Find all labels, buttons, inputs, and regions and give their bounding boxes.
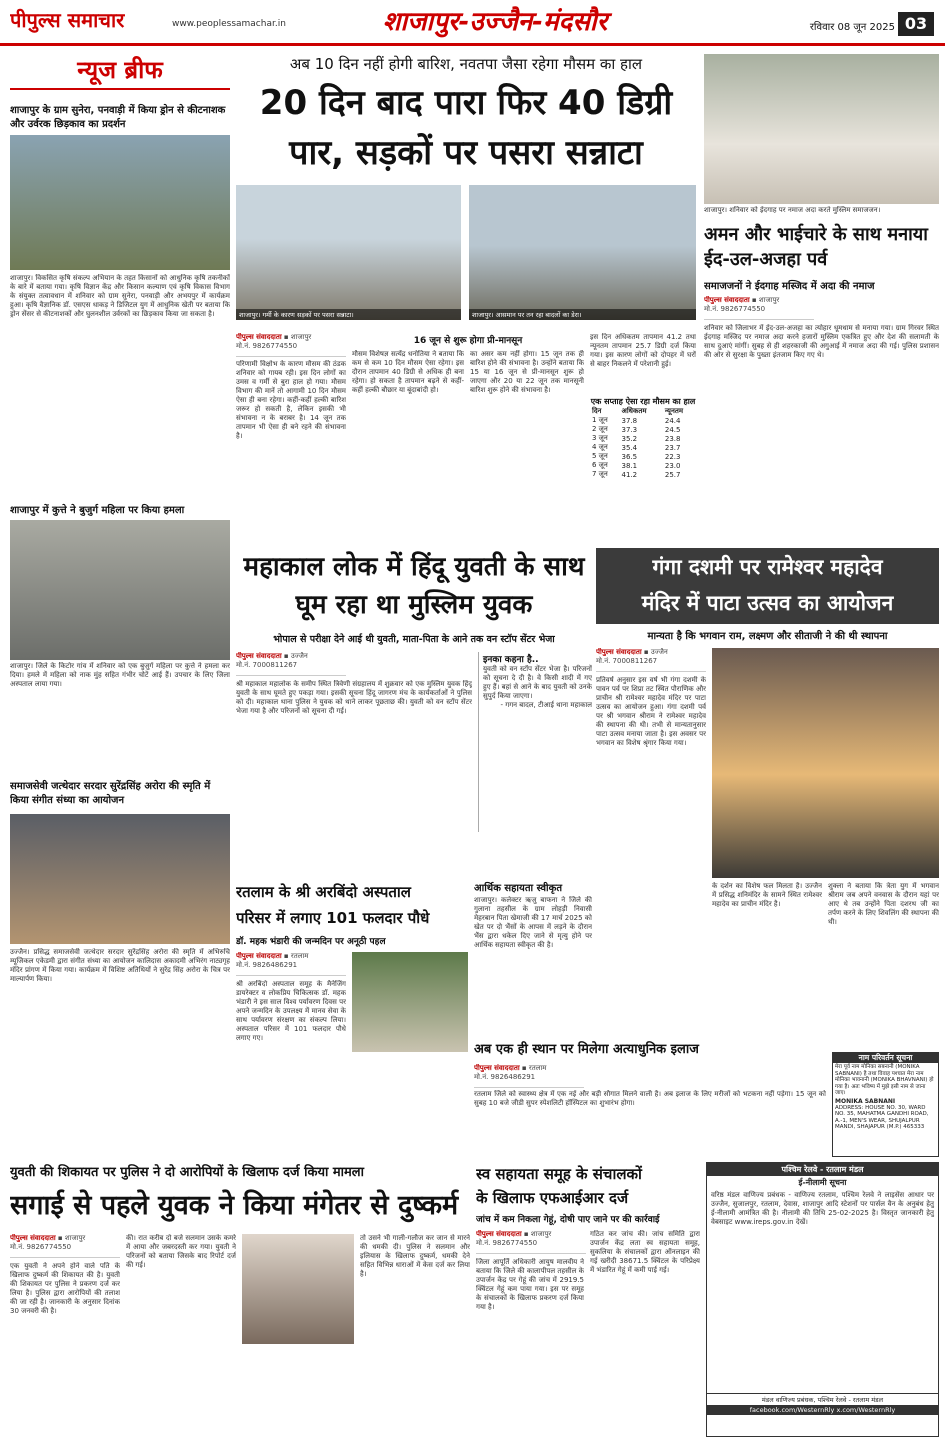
mahakal-byline: पीपुल्स संवाददाता ▪ उज्जैन मो.नं. 7000811267	[236, 652, 346, 676]
ganga-story	[596, 548, 939, 1048]
lead-headline-line1: 20 दिन बाद पारा फिर 40 डिग्री	[259, 83, 673, 123]
row-min: 23.8	[664, 434, 681, 443]
row-min: 25.7	[664, 470, 681, 479]
news-brief-section	[10, 50, 230, 1160]
lead-col3: का असर कम नहीं होगा। 15 जून तक ही बारिश होने की संभावना है। उन्होंने बताया कि 15 या 16 जून से प्री-मानसून शुरू हो जाएगा और 20 या 22 जून तक मानसूनी बारिश शुरू होने की संभावना है।	[470, 350, 584, 394]
eid-byline: पीपुल्स संवाददाता ▪ शाजापुर मो.नं. 9826774550	[704, 296, 814, 320]
row-max: 35.2	[621, 434, 638, 443]
railway-notice-body: वरिष्ठ मंडल वाणिज्य प्रबंधक - वाणिज्य रतलाम, पश्चिम रेलवे ने लाइसेंस आधार पर उज्जैन, सुजालपुर, रतलाम, देवास, शाजापुर आदि स्टेशनों पर पार्सल वैन के अनुबंध हेतु ई-नीलामी आमंत्रित की है। नीलामी की तिथि 25-02-2025 है। विस्तृत जानकारी हेतु वेबसाइट www.ireps.gov.in देखें।	[711, 1191, 934, 1226]
aurobindo-byline-text: पीपुल्स संवाददाता	[236, 952, 282, 960]
lead-kicker: अब 10 दिन नहीं होगी बारिश, नवतपा जैसा रहेगा मौसम का हाल	[289, 55, 643, 73]
empty-road-photo	[236, 185, 461, 320]
ganga-subhead: मान्यता है कि भगवान राम, लक्ष्मण और सीताजी ने की थी स्थापना	[647, 631, 888, 642]
assault-body3: तो उसने भी गाली-गलौज कर जान से मारने की धमकी दी। पुलिस ने सलमान और इलियास के खिलाफ दुष्कर्म, धमकी देने सहित विभिन्न धाराओं में केस दर्ज कर लिया है।	[360, 1234, 470, 1278]
treatment-byline-text: पीपुल्स संवाददाता	[474, 1064, 520, 1072]
railway-notice-title: ई-नीलामी सूचना	[798, 1178, 847, 1187]
weather-table-header	[590, 407, 696, 416]
railway-notice-footer: मंडल वाणिज्य प्रबंधक, पश्चिम रेलवे - रतलाम मंडल	[707, 1393, 938, 1405]
paper-name: पीपुल्स समाचार	[10, 8, 125, 32]
ganga-byline-mobile: मो.नं. 7000811267	[596, 657, 658, 665]
brief2-headline: शाजापुर में कुत्ते ने बुजुर्ग महिला पर किया हमला	[10, 505, 185, 516]
ganga-byline-text: पीपुल्स संवाददाता	[596, 648, 642, 656]
lead-col4: इस दिन अधिकतम तापमान 41.2 तथा न्यूनतम तापमान 25.7 डिग्री दर्ज किया गया। इस कारण लोगों को दोपहर में घरों से बाहर निकलने में परेशानी हुई।	[590, 333, 696, 368]
shg-story	[476, 1162, 700, 1437]
lead-col1: परिणामी विक्षोभ के कारण मौसम की ठंडक शनिवार को गायब रही। इस दिन लोगों का उमस व गर्मी से बुरा हाल हो गया। मौसम विभाग की मानें तो आगामी 10 दिन मौसम ऐसा ही बना रहेगा। कहीं-कहीं हल्की बारिश जरूर हो सकती है, लेकिन इसकी भी संभावना न के बराबर है। 14 जून तक तापमान भी ऐसा ही बने रहने की संभावना है।	[236, 360, 346, 440]
quote-box-title: इनका कहना है..	[483, 655, 539, 665]
eid-byline-mobile: मो.नं. 9826774550	[704, 305, 766, 313]
lead-col2: मौसम विशेषज्ञ सत्येंद्र धनोतिया ने बताया कि कम से कम 10 दिन मौसम ऐसा रहेगा। इस दौरान तापमान 40 डिग्री से अधिक ही बना रहेगा। हो सकता है तापमान बढ़ने से कहीं-कहीं हल्की बौछार या बूंदाबांदी हो।	[352, 350, 464, 394]
brief1-body: शाजापुर। विकसित कृषि संकल्प अभियान के तहत किसानों को आधुनिक कृषि तकनीकों के बारे में बताया गया। कृषि विज्ञान केंद्र और किसान कल्याण एवं कृषि विकास विभाग के संयुक्त तत्वावधान में शनिवार को ग्राम सुनेरा, पनवाड़ी और अभयपुर में कार्यक्रम हुआ। कृषि वैज्ञानिक डॉ. एसएस धाकड़ ने डिजिटल युग में आधुनिक खेती पर बताया कि ड्रोन सेंसर से कीटनाशकों और घुलनशील उर्वरकों का छिड़काव किया जा सकता है।	[10, 274, 230, 318]
eid-body: शनिवार को जिलाभर में ईद-उल-अजहा का त्योहार धूमधाम से मनाया गया। ग्राम गिरवर स्थित ईदगाह मस्जिद पर नमाज अदा करने हजारों मुस्लिम एकत्रित हुए और देश की सलामती के साथ दुआएं मांगीं। सुबह से ही शहरकाजी की अगुआई में नमाज अदा की गई। पुलिस प्रशासन की ओर से सुरक्षा के पुख्ता इंतजाम किए गए थे।	[704, 324, 939, 359]
weather-table-row	[590, 452, 696, 461]
lead-byline: पीपुल्स संवाददाता ▪ शाजापुर मो.नं. 9826774550	[236, 333, 346, 357]
eid-headline: अमन और भाईचारे के साथ मनाया ईद-उल-अजहा पर्व	[704, 224, 928, 270]
row-day: 7 जून	[592, 470, 608, 478]
eid-prayer-photo	[704, 54, 939, 204]
shg-byline: पीपुल्स संवाददाता ▪ शाजापुर मो.नं. 9826774550	[476, 1230, 586, 1254]
weather-table-row	[590, 470, 696, 479]
eid-byline-city: शाजापुर	[758, 296, 780, 304]
shg-byline-mobile: मो.नं. 9826774550	[476, 1239, 538, 1247]
railway-name: पश्चिम रेलवे - रतलाम मंडल	[707, 1163, 938, 1176]
mahakal-byline-city: उज्जैन	[290, 652, 308, 660]
assault-byline-mobile: मो.नं. 9826774550	[10, 1243, 72, 1251]
website: www.peoplessamachar.in	[172, 19, 286, 29]
row-min: 23.7	[664, 443, 681, 452]
row-max: 35.4	[621, 443, 638, 452]
dog-attack-photo	[10, 520, 230, 660]
ganga-headline-band	[596, 548, 939, 624]
mahakal-subhead: भोपाल से परीक्षा देने आई थी युवती, माता-पिता के आने तक वन स्टॉप सेंटर भेजा	[273, 634, 555, 645]
ganga-byline-city: उज्जैन	[650, 648, 668, 656]
name-notice-body: मेरा पूर्व नाम मोनिका सबनानी (MONIKA SABNANI) है तथा विवाह पश्चात मेरा नाम मोनिका भावनानी (MONIKA BHAVNANI) हो गया है। अतः भविष्य में मुझे इसी नाम से जाना जाए।	[835, 1064, 934, 1096]
aurobindo-byline-city: रतलाम	[290, 952, 309, 960]
news-brief-title: न्यूज ब्रीफ	[10, 50, 230, 90]
shivling-photo	[712, 648, 939, 878]
ganga-byline: पीपुल्स संवाददाता ▪ उज्जैन मो.नं. 7000811267	[596, 648, 706, 672]
row-min: 22.3	[664, 452, 681, 461]
railway-social-links: facebook.com/WesternRly x.com/WesternRly	[707, 1405, 938, 1415]
plantation-photo	[352, 952, 468, 1052]
treatment-story	[474, 1040, 826, 1165]
assault-headline: सगाई से पहले युवक ने किया मंगेतर से दुष्कर्म	[10, 1190, 459, 1221]
shg-headline-line2: के खिलाफ एफआईआर दर्ज	[476, 1189, 629, 1207]
byline-city: शाजापुर	[290, 333, 312, 341]
shg-body: जिला आपूर्ति अधिकारी आयुष मालवीय ने बताया कि जिले की कालापीपल तहसील के उपार्जन केंद्र पर गेहूं की जांच में 2919.5 क्विंटल गेहूं कम पाया गया। इस पर समूह के संचालकों के खिलाफ प्रकरण दर्ज किया गया है।	[476, 1258, 584, 1311]
weather-table-title: एक सप्ताह ऐसा रहा मौसम का हाल	[590, 397, 696, 406]
weather-table-row	[590, 416, 696, 425]
row-day: 3 जून	[592, 434, 608, 442]
assault-byline: पीपुल्स संवाददाता ▪ शाजापुर मो.नं. 9826774550	[10, 1234, 120, 1258]
eid-story	[704, 50, 939, 540]
header-day: दिन	[592, 407, 602, 415]
treatment-headline: अब एक ही स्थान पर मिलेगा अत्याधुनिक इलाज	[474, 1042, 699, 1057]
assault-body: एक युवती ने अपने होने वाले पति के खिलाफ दुष्कर्म की शिकायत की है। युवती की शिकायत पर पुलिस ने प्रकरण दर्ज कर लिया है। पुलिस द्वारा आरोपियों की तलाश की जा रही है। जानकारी के अनुसार दिनांक 30 जनवरी की है।	[10, 1262, 120, 1315]
mahakal-byline-mobile: मो.नं. 7000811267	[236, 661, 298, 669]
ganga-headline-line2: मंदिर में पाटा उत्सव का आयोजन	[641, 591, 894, 615]
treatment-byline-mobile: मो.नं. 9826486291	[474, 1073, 536, 1081]
header-min: न्यूनतम	[664, 407, 684, 415]
aurobindo-headline-line1: रतलाम के श्री अरबिंदो अस्पताल	[236, 883, 411, 901]
railway-notice	[706, 1162, 939, 1437]
name-change-notice	[832, 1052, 939, 1157]
row-day: 1 जून	[592, 416, 608, 424]
name-notice-title: नाम परिवर्तन सूचना	[833, 1053, 938, 1063]
financial-aid-headline: आर्थिक सहायता स्वीकृत	[474, 883, 563, 894]
photo1-caption: शाजापुर। गर्मी के कारण सड़कों पर पसरा सन्नाटा।	[236, 309, 461, 320]
ganga-body: प्रतिवर्ष अनुसार इस वर्ष भी गंगा दशमी के पावन पर्व पर शिप्रा तट स्थित पौराणिक और प्राचीन श्री रामेश्वर महादेव मंदिर पर पाटा उत्सव का आयोजन हुआ। गंगा दशमी पर्व पर श्री भगवान श्रीराम ने रामेश्वर महादेव की स्थापना की थी। तभी से मान्यतानुसार पाटा उत्सव मनाया जाता है। इस अवसर पर भगवान का विशेष श्रृंगार किया गया।	[596, 676, 706, 747]
assault-byline-city: शाजापुर	[64, 1234, 86, 1242]
aurobindo-story	[236, 880, 468, 1152]
byline-text: पीपुल्स संवाददाता	[236, 333, 282, 341]
row-day: 2 जून	[592, 425, 608, 433]
shg-byline-text: पीपुल्स संवाददाता	[476, 1230, 522, 1238]
weather-table-row	[590, 443, 696, 452]
row-max: 36.5	[621, 452, 638, 461]
eid-subhead: समाजजनों ने ईदगाह मस्जिद में अदा की नमाज	[704, 281, 875, 292]
quote-box-author: - गगन बादल, टीआई थाना महाकाल	[500, 701, 592, 709]
shg-subhead: जांच में कम निकला गेहूं, दोषी पाए जाने पर की कार्रवाई	[476, 1215, 660, 1225]
row-max: 41.2	[621, 470, 638, 479]
masthead	[0, 0, 945, 46]
aurobindo-headline-line2: परिसर में लगाए 101 फलदार पौधे	[236, 909, 430, 927]
assault-body2: की। रात करीब दो बजे सलमान उसके कमरे में आया और जबरदस्ती कर गया। युवती ने परिजनों को बताया जिसके बाद रिपोर्ट दर्ज की गई।	[126, 1234, 236, 1269]
weather-table	[590, 407, 696, 479]
row-min: 24.4	[664, 416, 681, 425]
name-notice-address: ADDRESS: HOUSE NO. 30, WARD NO. 35, MAHATMA GANDHI ROAD, A.-1, MEN'S WEAR, SHUJALPUR MANDI, SHAJAPUR (M.P.) 465333	[835, 1104, 929, 1130]
name-notice-name: MONIKA SABNANI	[835, 1097, 896, 1105]
music-evening-photo	[10, 814, 230, 944]
photo2-caption: शाजापुर। आसमान पर तन रहा बादलों का डेरा।	[469, 309, 696, 320]
byline-mobile: मो.नं. 9826774550	[236, 342, 298, 350]
weather-table-row	[590, 461, 696, 470]
row-day: 6 जून	[592, 461, 608, 469]
eid-photo-caption: शाजापुर। शनिवार को ईदगाह पर नमाज अदा करते मुस्लिम समाजजन।	[704, 206, 881, 214]
row-min: 24.5	[664, 425, 681, 434]
shg-byline-city: शाजापुर	[530, 1230, 552, 1238]
edition-name: शाजापुर-उज्जैन-मंदसौर	[382, 7, 608, 37]
aurobindo-body: श्री अरबिंदो अस्पताल समूह के मैनेजिंग डायरेक्टर व लोकप्रिय चिकित्सक डॉ. महक भंडारी ने इस साल विश्व पर्यावरण दिवस पर अपने जन्मदिन के उपलक्ष्य में मानव सेवा के साथ पर्यावरण संरक्षण का संकल्प लिया। अस्पताल परिसर में 101 फलदार पौधे लगाए गए।	[236, 980, 346, 1042]
ganga-body2: के दर्शन का विशेष फल मिलता है। उज्जैन में प्रसिद्ध शनिमंदिर के सामने स्थित रामेश्वर महादेव का प्राचीन मंदिर है।	[712, 882, 822, 908]
row-max: 38.1	[621, 461, 638, 470]
mahakal-body: श्री महाकाल महालोक के समीप स्थित त्रिवेणी संग्रहालय में शुक्रवार को एक मुस्लिम युवक हिंदू युवती के साथ घूमते हुए पकड़ा गया। इसकी सूचना हिंदू जागरण मंच के कार्यकर्ताओं ने पुलिस को दी। महाकाल थाना पुलिस ने युवक को थाने लाकर पूछताछ की। युवती को वन स्टॉप सेंटर भेजा गया है और परिजनों को सूचना दी गई।	[236, 680, 472, 715]
lead-subhead: 16 जून से शुरू होगा प्री-मानसून	[413, 336, 523, 346]
brief3-body: उज्जैन। प्रसिद्ध समाजसेवी जत्थेदार सरदार सुरेंद्रसिंह अरोरा की स्मृति में अभिरुचि म्यूजिकल एकेडमी द्वारा संगीत संध्या का आयोजन कालिदास अकादमी अभिरंग नाट्यगृह मंदिर प्रांगण में किया गया। कार्यक्रम में विशिष्ट अतिथियों ने सुरेंद्र सिंह अरोरा के चित्र पर माल्यार्पण किया।	[10, 948, 230, 983]
mahakal-headline: महाकाल लोक में हिंदू युवती के साथ घूम रहा था मुस्लिम युवक	[243, 552, 585, 620]
brief3-headline: समाजसेवी जत्थेदार सरदार सुरेंद्रसिंह अरोरा की स्मृति में किया संगीत संध्या का आयोजन	[10, 781, 211, 806]
weather-table-box	[590, 396, 696, 530]
aurobindo-byline: पीपुल्स संवाददाता ▪ रतलाम मो.नं. 9826486291	[236, 952, 346, 976]
clouds-photo	[469, 185, 696, 320]
row-day: 5 जून	[592, 452, 608, 460]
quote-box-body: युवती को वन स्टॉप सेंटर भेजा है। परिजनों को सूचना दे दी है। वे किसी शादी में गए हुए हैं। बहां से आने के बाद युवती को उनके सुपुर्द किया जाएगा।	[483, 665, 592, 700]
mahakal-story	[236, 548, 592, 878]
treatment-byline: पीपुल्स संवाददाता ▪ रतलाम मो.नं. 9826486291	[474, 1064, 584, 1088]
shg-headline-line1: स्व सहायता समूह के संचालकों	[476, 1165, 642, 1183]
ganga-headline-line1: गंगा दशमी पर रामेश्वर महादेव	[652, 555, 883, 579]
assault-illustration	[242, 1234, 354, 1344]
issue-date: रविवार 08 जून 2025	[809, 22, 895, 33]
paper-logo	[10, 6, 160, 34]
lead-story	[236, 50, 696, 530]
page-number: 03	[898, 12, 934, 36]
assault-byline-text: पीपुल्स संवाददाता	[10, 1234, 56, 1242]
treatment-byline-city: रतलाम	[528, 1064, 547, 1072]
drone-demo-photo	[10, 135, 230, 270]
row-day: 4 जून	[592, 443, 608, 451]
financial-aid-story	[474, 880, 592, 1030]
aurobindo-subhead: डॉ. महक भंडारी की जन्मदिन पर अनूठी पहल	[236, 937, 386, 947]
aurobindo-byline-mobile: मो.नं. 9826486291	[236, 961, 298, 969]
header-max: अधिकतम	[621, 407, 647, 415]
assault-story	[10, 1162, 470, 1437]
shg-body2: गठित कर जांच की। जांच समिति द्वारा उपार्जन केंद्र लता स्व सहायता समूह, सुकलिया के संचालकों द्वारा ऑनलाइन की गई खरीदी 38671.5 क्विंटल के परिप्रेक्ष्य में भंडारित गेहूं में कमी पाई गई।	[590, 1230, 700, 1274]
mahakal-quote-box	[478, 652, 592, 832]
brief2-body: शाजापुर। जिले के किटोर गांव में शनिवार को एक बुजुर्ग महिला पर कुत्ते ने हमला कर दिया। हमले में महिला को नाक मुंह सहित गंभीर चोटें आई हैं। उपचार के लिए जिला अस्पताल लाया गया।	[10, 662, 230, 688]
eid-byline-text: पीपुल्स संवाददाता	[704, 296, 750, 304]
row-min: 23.0	[664, 461, 681, 470]
row-max: 37.8	[621, 416, 638, 425]
treatment-body: रतलाम जिले को स्वास्थ्य क्षेत्र में एक नई और बड़ी सौगात मिलने वाली है। अब इलाज के लिए मरीजों को भटकना नहीं पड़ेगा। 15 जून को सुबह 10 बजे जीडी सुपर स्पेशलिटी हॉस्पिटल का शुभारंभ होगा।	[474, 1090, 826, 1107]
row-max: 37.3	[621, 425, 638, 434]
brief1-headline: शाजापुर के ग्राम सुनेरा, पनवाड़ी में किया ड्रोन से कीटनाशक और उर्वरक छिड़काव का प्रदर्शन	[10, 105, 226, 130]
ganga-body3: शुक्ला ने बताया कि त्रेता युग में भगवान श्रीराम जब अपने वनवास के दौरान यहां पर आए थे तब उन्होंने पिता दशरथ जी का तर्पण करने के लिए शिवलिंग की स्थापना की थी।	[828, 882, 939, 926]
lead-headline-line2: पार, सड़कों पर पसरा सन्नाटा	[289, 133, 643, 173]
mahakal-byline-text: पीपुल्स संवाददाता	[236, 652, 282, 660]
weather-table-row	[590, 425, 696, 434]
weather-table-row	[590, 434, 696, 443]
financial-aid-body: शाजापुर। कलेक्टर ऋजु बाफना ने जिले की गुलाना तहसील के ग्राम लोहड़ी निवासी मेहरबान पिता खेमाजी की 17 मार्च 2025 को खेत पर दो भैंसों के आपस में लड़ने के दौरान भैंस द्वारा धकेल दिए जाने से मृत्यु होने पर आर्थिक सहायता स्वीकृत की है।	[474, 896, 592, 949]
assault-kicker: युवती की शिकायत पर पुलिस ने दो आरोपियों के खिलाफ दर्ज किया मामला	[10, 1165, 364, 1180]
